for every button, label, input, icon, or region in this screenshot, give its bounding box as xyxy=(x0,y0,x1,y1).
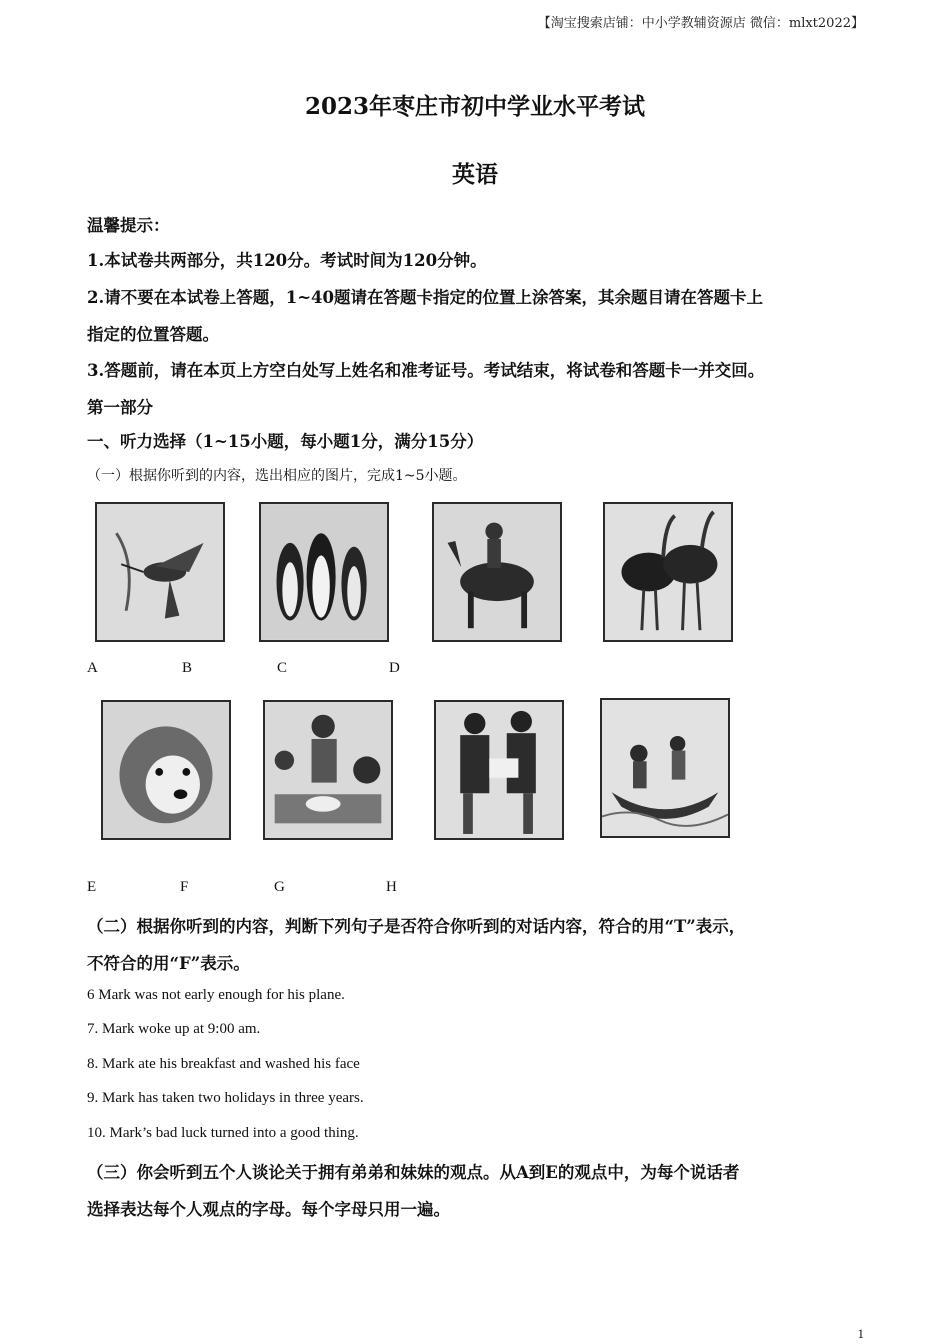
sub1-instruction: （一）根据你听到的内容，选出相应的图片，完成1~5小题。 xyxy=(87,468,467,484)
two-men-reading-picture xyxy=(434,700,564,840)
statement-10: 10. Mark’s bad luck turned into a good thing. xyxy=(87,1125,359,1141)
penguins-picture xyxy=(259,502,389,642)
page-number: 1 xyxy=(857,1326,864,1341)
option-letter-d: D xyxy=(389,660,400,676)
section1-title: 一、听力选择（1~15小题，每小题1分，满分15分） xyxy=(87,432,484,451)
page-header: 【淘宝搜索店铺：中小学教辅资源店 微信：mlxt2022】 xyxy=(537,16,864,31)
statement-7: 7. Mark woke up at 9:00 am. xyxy=(87,1021,261,1037)
option-letter-e: E xyxy=(87,879,97,895)
statement-6: 6 Mark was not early enough for his plane. xyxy=(87,987,345,1003)
tip-item-2-continued: 指定的位置答题。 xyxy=(87,325,219,344)
option-letter-g: G xyxy=(274,879,285,895)
sub2-instruction-continued: 不符合的用“F”表示。 xyxy=(87,954,250,973)
option-letter-h: H xyxy=(386,879,397,895)
option-letter-c: C xyxy=(277,660,288,676)
part1-title: 第一部分 xyxy=(87,398,153,417)
sub3-instruction: （三）你会听到五个人谈论关于拥有弟弟和妹妹的观点。从A到E的观点中，为每个说话者 xyxy=(87,1163,740,1182)
boat-picture xyxy=(600,698,730,838)
horse-rider-picture xyxy=(432,502,562,642)
statement-9: 9. Mark has taken two holidays in three years. xyxy=(87,1090,364,1106)
sub2-instruction: （二）根据你听到的内容，判断下列句子是否符合你听到的对话内容，符合的用“T”表示， xyxy=(87,917,746,936)
family-meal-picture xyxy=(263,700,393,840)
dog-picture xyxy=(101,700,231,840)
statement-8: 8. Mark ate his breakfast and washed his face xyxy=(87,1056,360,1072)
exam-title: 2023年枣庄市初中学业水平考试 xyxy=(304,93,645,120)
sub3-instruction-continued: 选择表达每个人观点的字母。每个字母只用一遍。 xyxy=(87,1200,450,1219)
option-letter-b: B xyxy=(182,660,193,676)
tips-heading: 温馨提示： xyxy=(87,216,170,235)
tip-item-1: 1.本试卷共两部分，共120分。考试时间为120分钟。 xyxy=(87,251,487,270)
tip-item-2: 2.请不要在本试卷上答题，1~40题请在答题卡指定的位置上涂答案，其余题目请在答题卡上 xyxy=(87,288,763,307)
option-letter-a: A xyxy=(87,660,98,676)
option-letter-f: F xyxy=(180,879,189,895)
tip-item-3: 3.答题前，请在本页上方空白处写上姓名和准考证号。考试结束，将试卷和答题卡一并交回。 xyxy=(87,361,765,380)
ostriches-picture xyxy=(603,502,733,642)
subject-title: 英语 xyxy=(452,161,498,188)
hummingbird-picture xyxy=(95,502,225,642)
